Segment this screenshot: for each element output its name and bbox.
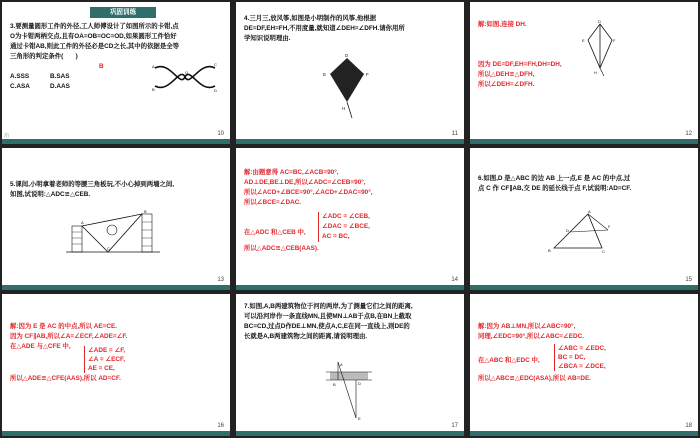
caliper-figure bbox=[150, 60, 220, 94]
slide-11[interactable] bbox=[236, 2, 464, 144]
footer-bar bbox=[2, 431, 230, 436]
page-number: 11 bbox=[451, 131, 458, 137]
svg-text:A: A bbox=[340, 362, 343, 367]
svg-text:E: E bbox=[323, 72, 327, 77]
svg-text:B: B bbox=[144, 209, 147, 214]
svg-text:F: F bbox=[613, 38, 616, 43]
solution-conclusion: 所以△ADE≌△CFE(AAS),所以 AD=CF. bbox=[10, 375, 121, 382]
svg-text:B: B bbox=[152, 87, 155, 92]
page-number: 13 bbox=[217, 277, 224, 283]
slide-14[interactable] bbox=[236, 148, 464, 290]
footer-bar bbox=[470, 285, 698, 290]
slide-15[interactable] bbox=[470, 148, 698, 290]
slide-13[interactable] bbox=[2, 148, 230, 290]
page-number: 10 bbox=[217, 131, 224, 137]
solution-text: 在△ABC 和△EDC 中, bbox=[478, 357, 540, 364]
svg-text:A: A bbox=[588, 209, 591, 214]
svg-text:B: B bbox=[333, 382, 336, 387]
slide-10[interactable] bbox=[2, 2, 230, 144]
river-figure bbox=[324, 360, 374, 422]
question-text: 3.要测量圆形工件的外径,工人师傅设计了如图所示的卡钳,点 O为卡钳两柄交点,且有OA=OB=OC=OD,如果圆形工件恰好 通过卡钳AB,则此工件的外径必是CD之长,其中的依据是全等 三角形的判定条件( ) bbox=[10, 23, 179, 60]
footer-bar bbox=[236, 139, 464, 144]
page-number: 18 bbox=[685, 423, 692, 429]
footer-bar bbox=[470, 431, 698, 436]
section-tag: 巩固训练 bbox=[90, 7, 156, 18]
svg-text:O: O bbox=[185, 70, 189, 75]
svg-text:D: D bbox=[214, 88, 217, 93]
equation-system: ∠ADC = ∠CEB, ∠DAC = ∠BCE, AC = BC, bbox=[318, 212, 370, 242]
svg-text:A: A bbox=[81, 220, 84, 225]
equation-system: ∠ADE = ∠F, ∠A = ∠ECF, AE = CE, bbox=[84, 346, 125, 373]
page-number: 15 bbox=[685, 277, 692, 283]
svg-text:C: C bbox=[107, 246, 110, 251]
svg-text:D: D bbox=[598, 19, 601, 24]
slide-12[interactable] bbox=[470, 2, 698, 144]
svg-text:B: B bbox=[548, 248, 551, 253]
solution-conclusion: 所以△ABC≌△EDC(ASA),所以 AB=DE. bbox=[478, 375, 591, 382]
kite-diagram bbox=[582, 20, 618, 78]
svg-text:C: C bbox=[214, 62, 217, 67]
solution-text: 解:如图,连接 DH. 因为 DE=DF,EH=FH,DH=DH, 所以△DEH≌△DFH, 所以∠DEH=∠DFH. bbox=[478, 21, 562, 88]
question-text: 4.三月三,放风筝,如图是小明制作的风筝,他根据 DE=DF,EH=FH,不用度量,就知道∠DEH=∠DFH.请你用所 学知识说明理由. bbox=[244, 15, 405, 42]
footer-bar bbox=[470, 139, 698, 144]
svg-text:E: E bbox=[582, 38, 585, 43]
footer-bar bbox=[2, 285, 230, 290]
footer-bar bbox=[236, 431, 464, 436]
svg-text:D: D bbox=[566, 228, 569, 233]
svg-text:E: E bbox=[358, 416, 361, 421]
svg-text:D: D bbox=[345, 53, 349, 58]
svg-text:H: H bbox=[594, 70, 597, 75]
solution-text: 解:因为 AB⊥MN,所以∠ABC=90°, 同理,∠EDC=90°,所以∠ABC=∠EDC. bbox=[478, 323, 585, 340]
footer-bar bbox=[2, 139, 230, 144]
triangle-between-walls-figure bbox=[64, 208, 164, 254]
answer-text: B bbox=[99, 63, 104, 70]
svg-text:C: C bbox=[602, 249, 605, 254]
solution-conclusion: 所以△ADC≌△CEB(AAS). bbox=[244, 245, 319, 252]
svg-text:F: F bbox=[608, 224, 611, 229]
options: A.SSS B.SAS C.ASA D.AAS bbox=[10, 73, 70, 90]
page-number: 12 bbox=[685, 131, 692, 137]
question-text: 5.课间,小明拿着老师的等腰三角板玩,不小心掉到两墙之间, 如图,试说明:△ADC≌△CEB. bbox=[10, 181, 175, 198]
question-text: 7.如图,A,B两建筑物位于河的两岸,为了测量它们之间的距离, 可以沿河岸作一条直线MN,且使MN⊥AB于点B,在BN上截取 BC=CD,过点D作DE⊥MN,使点A,C,E在同一直线上,则DE的 长就是A,B两建筑物之间的距离,请说明理由. bbox=[244, 303, 413, 340]
page-number: 17 bbox=[451, 423, 458, 429]
slide-17[interactable] bbox=[236, 294, 464, 436]
solution-text: 解:由题意得 AC=BC,∠ACB=90°, AD⊥DE,BE⊥DE,所以∠ADC=∠CEB=90°, 所以∠ACD+∠BCE=90°,∠ACD+∠DAC=90°, 所以∠BCE=∠DAC. bbox=[244, 169, 373, 206]
svg-text:A: A bbox=[152, 64, 155, 69]
slide-16[interactable] bbox=[2, 294, 230, 436]
solution-text: 解:因为 E 是 AC 的中点,所以 AE=CE. 因为 CF∥AB,所以∠A=∠ECF,∠ADE=∠F. 在△ADE 与△CFE 中, bbox=[10, 323, 128, 350]
svg-text:D: D bbox=[358, 381, 361, 386]
corner-stamp: 冶 bbox=[4, 133, 10, 139]
page-number: 14 bbox=[451, 277, 458, 283]
svg-text:F: F bbox=[366, 72, 369, 77]
page-number: 16 bbox=[217, 423, 224, 429]
footer-bar bbox=[236, 285, 464, 290]
equation-system: ∠ABC = ∠EDC, BC = DC, ∠BCA = ∠DCE, bbox=[554, 344, 606, 371]
question-text: 6.如图,D 是△ABC 的边 AB 上一点,E 是 AC 的中点,过 点 C 作 CF∥AB,交 DE 的延长线于点 F,试说明:AD=CF. bbox=[478, 175, 632, 192]
solution-text: 在△ADC 和△CEB 中, bbox=[244, 229, 306, 236]
slide-18[interactable] bbox=[470, 294, 698, 436]
triangle-figure bbox=[548, 210, 610, 254]
kite-figure bbox=[322, 54, 372, 120]
svg-text:H: H bbox=[342, 106, 346, 111]
